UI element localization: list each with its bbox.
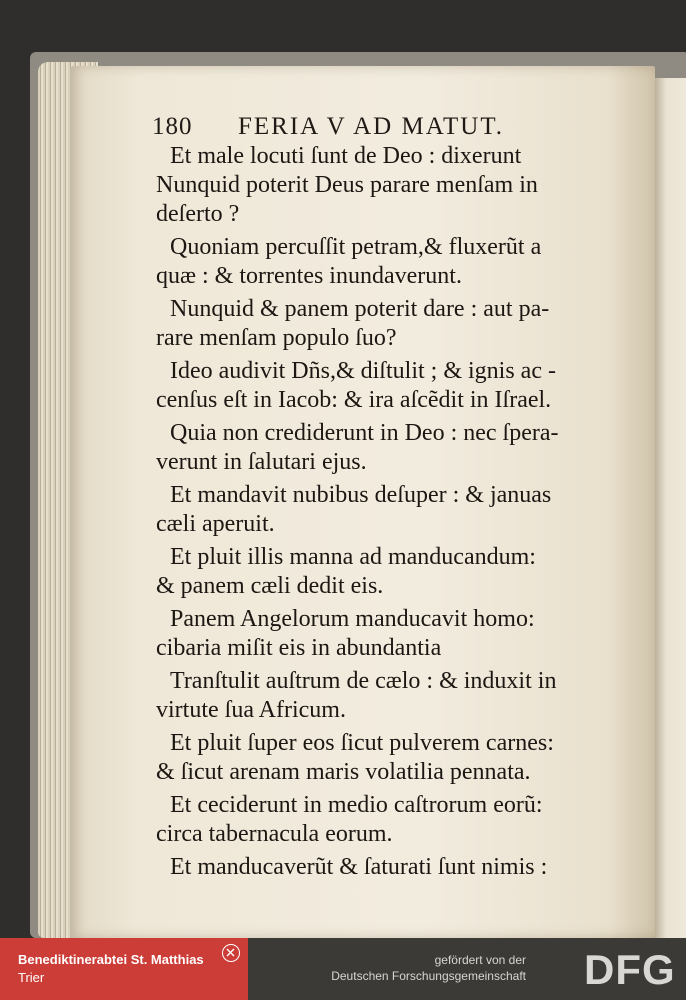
text-line: Panem Angelorum manducavit homo: — [170, 606, 535, 632]
page-text — [156, 142, 626, 882]
text-line: virtute ſua Africum. — [156, 697, 346, 723]
funder-credit — [300, 952, 526, 984]
dfg-logo[interactable]: DFG — [584, 946, 676, 993]
institution-band[interactable] — [0, 938, 248, 1000]
footer-banner — [0, 938, 686, 1000]
text-line: Et mandavit nubibus deſuper : & januas — [170, 482, 552, 508]
funder-name: Deutschen Forschungsgemeinschaft — [331, 969, 526, 983]
text-line: & ſicut arenam maris volatilia pennata. — [156, 759, 531, 785]
text-line: rare menſam populo ſuo? — [156, 325, 397, 351]
text-line: Et male locuti ſunt de Deo : dixerunt — [170, 143, 522, 169]
institution-city: Trier — [18, 970, 45, 985]
text-line: cæli aperuit. — [156, 511, 275, 537]
text-line: quæ : & torrentes inundaverunt. — [156, 263, 462, 289]
funded-by-label: gefördert von der — [434, 953, 526, 967]
page-header — [152, 113, 632, 145]
text-line: cenſus eſt in Iacob: & ira aſcẽdit in Iſrael. — [156, 387, 552, 413]
text-line: Et ceciderunt in medio caſtrorum eorũ: — [170, 792, 543, 818]
text-line: circa tabernacula eorum. — [156, 821, 393, 847]
text-line: Quoniam percuſſit petram,& fluxerũt a — [170, 234, 542, 260]
page-number: 180 — [152, 113, 193, 140]
text-line: Et pluit ſuper eos ſicut pulverem carnes: — [170, 730, 554, 756]
text-line: deſerto ? — [156, 201, 240, 227]
text-line: Nunquid & panem poterit dare : aut pa- — [170, 296, 550, 322]
abbey-emblem-icon — [222, 944, 240, 962]
institution-name: Benediktinerabtei St. Matthias — [18, 952, 204, 967]
text-line: Tranſtulit auſtrum de cælo : & induxit in — [170, 668, 557, 694]
text-line: verunt in ſalutari ejus. — [156, 449, 367, 475]
text-line: Nunquid poterit Deus parare menſam in — [156, 172, 538, 198]
text-line: cibaria miſit eis in abundantia — [156, 635, 442, 661]
text-line: Ideo audivit Dñs,& diſtulit ; & ignis ac - — [170, 358, 556, 384]
running-head: FERIA V AD MATUT. — [238, 113, 504, 140]
text-line: & panem cæli dedit eis. — [156, 573, 384, 599]
text-line: Et pluit illis manna ad manducandum: — [170, 544, 536, 570]
text-line: Quia non crediderunt in Deo : nec ſpera- — [170, 420, 559, 446]
text-line: Et manducaverũt & ſaturati ſunt nimis : — [170, 854, 548, 880]
facing-page-edge — [652, 78, 686, 938]
